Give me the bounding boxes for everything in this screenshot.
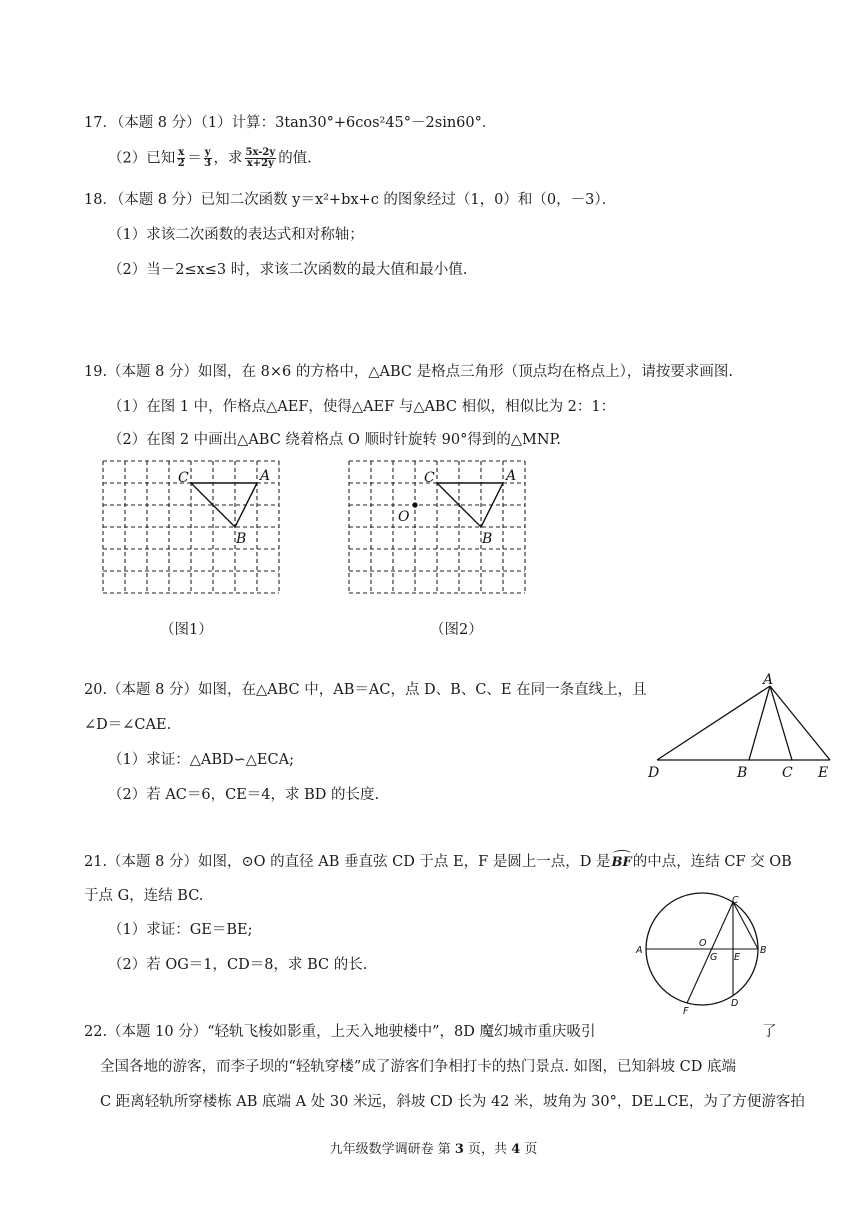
equals-sign: ＝: [187, 150, 202, 167]
arc-bf: BF: [612, 853, 632, 873]
label-d: D: [648, 765, 660, 781]
q17-suffix: 的值.: [278, 150, 312, 167]
label-e: E: [818, 765, 829, 781]
label-a: A: [506, 468, 517, 484]
grid-lines: [103, 461, 279, 593]
footer-mid: 页，共: [468, 1142, 508, 1157]
label-d: D: [731, 998, 739, 1009]
q21-line1-b: 的中点，连结 CF 交 OB: [632, 854, 792, 870]
q20-line2: ∠D＝∠CAE.: [84, 717, 172, 733]
label-c: C: [424, 470, 435, 486]
q22-line3: C 距离轻轨所穿楼栋 AB 底端 A 处 30 米远，斜坡 CD 长为 42 米，坡角为 30°，DE⊥CE，为了方便游客拍: [100, 1094, 805, 1110]
label-b: B: [737, 765, 748, 781]
q18-line2: （1）求该二次函数的表达式和对称轴；: [108, 227, 364, 243]
page-footer: [0, 1138, 867, 1157]
q22-line1: [84, 1022, 596, 1042]
grid-lines: [349, 461, 525, 593]
segment-ac: [770, 686, 792, 760]
q21-line2: 于点 G，连结 BC.: [84, 888, 204, 904]
footer-prefix: 九年级数学调研卷 第: [329, 1142, 451, 1157]
label-o: O: [398, 509, 410, 525]
fraction-y-over-3: $\frac{y}{3}$: [204, 147, 212, 169]
q19-line3: （2）在图 2 中画出△ABC 绕着格点 O 顺时针旋转 90°得到的△MNP.: [108, 432, 561, 448]
label-a: A: [636, 945, 643, 956]
q19-figure-2: [346, 458, 536, 598]
q18-line3: （2）当－2≤x≤3 时，求该二次函数的最大值和最小值.: [108, 262, 468, 278]
fraction-x-over-2: $\frac{x}{2}$: [177, 147, 185, 169]
label-c: C: [782, 765, 793, 781]
segment-bc: [733, 902, 758, 949]
q21-line1-a: 21.（本题 8 分）如图，⊙O 的直径 AB 垂直弦 CD 于点 E，F 是圆上一点，D 是: [84, 854, 611, 870]
label-f: F: [683, 1006, 689, 1017]
label-e: E: [734, 952, 741, 963]
point-o: [412, 502, 417, 507]
footer-page-number: 3: [454, 1142, 464, 1157]
q21-figure: [630, 890, 780, 1025]
q21-line1: [84, 852, 792, 873]
q17-mid: ，求: [213, 150, 243, 167]
q18-line1: 18．（本题 8 分）已知二次函数 y＝x²+bx+c 的图象经过（1，0）和（0，－3）．: [84, 192, 617, 208]
label-g: G: [710, 952, 718, 963]
q21-line4: （2）若 OG＝1，CD＝8，求 BC 的长.: [108, 957, 368, 973]
label-c: C: [178, 470, 189, 486]
figure-2-caption: （图2）: [430, 622, 483, 638]
q17-line1: 17．（本题 8 分）（1）计算：3tan30°+6cos²45°－2sin60°．: [84, 115, 497, 131]
q20-line3: （1）求证：△ABD∽△ECA;: [108, 752, 294, 768]
q20-line4: （2）若 AC＝6，CE＝4，求 BD 的长度.: [108, 787, 380, 803]
label-o: O: [699, 938, 707, 949]
q19-line1: 19.（本题 8 分）如图，在 8×6 的方格中，△ABC 是格点三角形（顶点均在格点上），请按要求画图.: [84, 364, 733, 380]
figure-1-caption: （图1）: [160, 622, 213, 638]
label-c: C: [732, 895, 739, 906]
q22-line2: 全国各地的游客，而李子坝的“轻轨穿楼”成了游客们争相打卡的热门景点. 如图，已知斜坡 CD 底端: [100, 1059, 736, 1075]
q21-line3: （1）求证：GE＝BE;: [108, 922, 253, 938]
label-a: A: [763, 672, 774, 688]
segment-ad: [657, 686, 770, 760]
footer-suffix: 页: [524, 1142, 538, 1157]
label-b: B: [236, 531, 247, 547]
q20-line1: 20.（本题 8 分）如图，在△ABC 中，AB＝AC，点 D、B、C、E 在同一条直线上，且: [84, 682, 647, 698]
q20-figure: [640, 672, 840, 782]
label-a: A: [260, 468, 271, 484]
q17-line2: [108, 148, 312, 169]
q19-line2: （1）在图 1 中，作格点△AEF，使得△AEF 与△ABC 相似，相似比为 2：1：: [108, 399, 616, 415]
q17-prefix: （2）已知: [108, 150, 176, 167]
q22-line1-end: 了: [762, 1024, 777, 1040]
label-b: B: [482, 531, 493, 547]
q22-line1-a: 22.（本题 10 分）“轻轨飞梭如影重，上天入地驶楼中”，8D 魔幻城市重庆吸引: [84, 1024, 596, 1040]
q19-figure-1: [100, 458, 290, 598]
label-b: B: [760, 945, 767, 956]
footer-total-pages: 4: [511, 1142, 521, 1157]
segment-ae: [770, 686, 830, 760]
fraction-expression: $\frac{5x-2y}{x+2y}$: [245, 147, 276, 169]
